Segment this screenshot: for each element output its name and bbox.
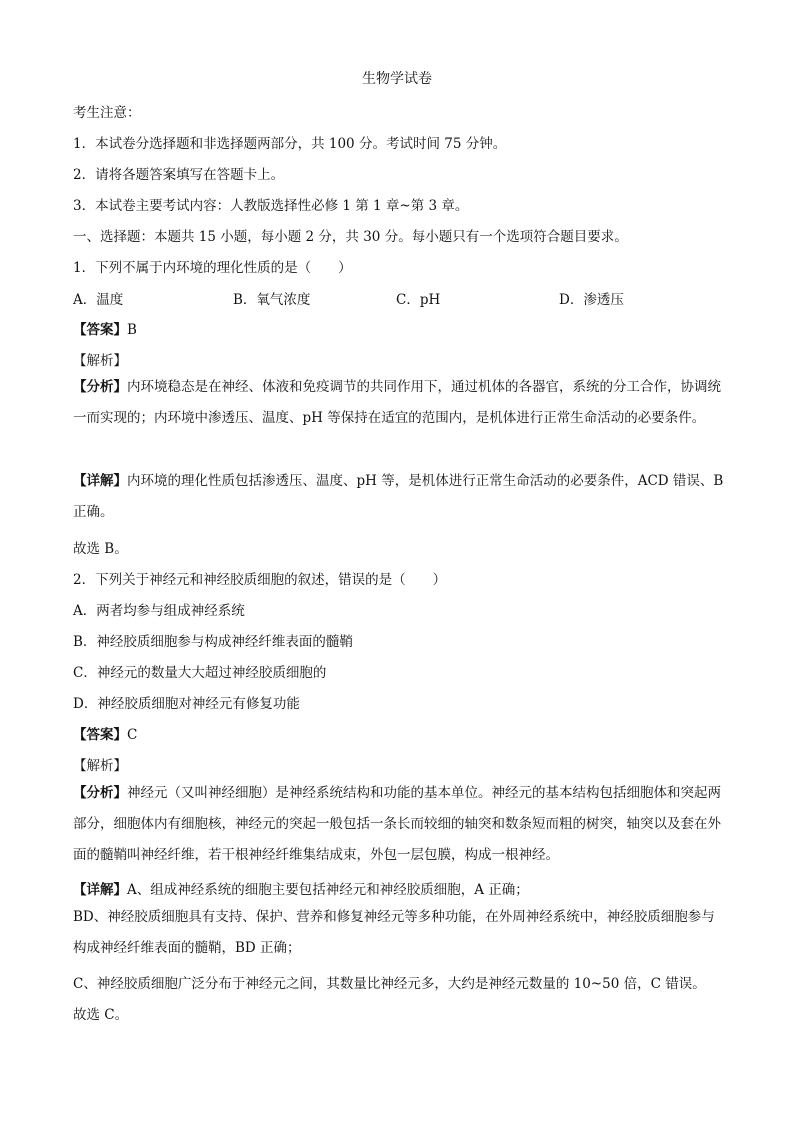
answer-tag: 【答案】 <box>73 727 127 743</box>
answer-tag: 【答案】 <box>73 322 127 338</box>
q2-answer <box>73 723 733 743</box>
q1-option-a: A．温度 <box>73 292 124 308</box>
q2-conclusion: 故选 C。 <box>73 1007 129 1023</box>
q1-conclusion: 故选 B。 <box>73 541 128 557</box>
q1-fenxi <box>73 372 728 434</box>
q1-stem: 1．下列不属于内环境的理化性质的是（ ） <box>73 260 352 276</box>
xiangjie-tag: 【详解】 <box>73 882 127 898</box>
document-title: 生物学试卷 <box>362 71 432 87</box>
q2-xiangjie-a <box>73 878 733 898</box>
notice-item-2: 2．请将各题答案填写在答题卡上。 <box>73 167 285 183</box>
q1-answer-value: B <box>127 322 137 338</box>
notice-heading: 考生注意： <box>73 105 141 121</box>
fenxi-tag: 【分析】 <box>73 785 127 801</box>
q2-analysis-tag: 【解析】 <box>73 758 127 774</box>
q1-answer <box>73 318 733 338</box>
q2-answer-value: C <box>127 727 138 743</box>
q2-xiangjie-bd: BD、神经胶质细胞具有支持、保护、营养和修复神经元等多种功能，在外周神经系统中，神经胶质细胞参与构成神经纤维表面的髓鞘，BD 正确； <box>73 909 715 956</box>
q1-options <box>73 288 733 308</box>
q2-xiangjie-a-text: A、组成神经系统的细胞主要包括神经元和神经胶质细胞，A 正确； <box>127 882 529 898</box>
notice-item-1: 1．本试卷分选择题和非选择题两部分，共 100 分。考试时间 75 分钟。 <box>73 136 507 152</box>
fenxi-tag: 【分析】 <box>73 379 127 395</box>
q2-fenxi-text: 神经元（又叫神经细胞）是神经系统结构和功能的基本单位。神经元的基本结构包括细胞体和突起两部分，细胞体内有细胞核，神经元的突起一般包括一条长而较细的轴突和数条短而粗的树突，轴突以及套在外面的髓鞘叫神经纤维，若干根神经纤维集结成束，外包一层包膜，构成一根神经。 <box>73 785 721 863</box>
q2-fenxi <box>73 778 728 871</box>
q1-option-c: C．pH <box>396 292 441 308</box>
q1-xiangjie <box>73 466 728 528</box>
q2-option-d: D．神经胶质细胞对神经元有修复功能 <box>73 696 300 712</box>
q2-option-c: C．神经元的数量大大超过神经胶质细胞的 <box>73 665 327 681</box>
q2-option-a: A．两者均参与组成神经系统 <box>73 603 245 619</box>
q1-analysis-tag: 【解析】 <box>73 353 127 369</box>
q1-fenxi-text: 内环境稳态是在神经、体液和免疫调节的共同作用下，通过机体的各器官，系统的分工合作，协调统一而实现的；内环境中渗透压、温度、pH 等保持在适宜的范围内，是机体进行正常生命活动的必要条件。 <box>73 379 721 426</box>
q1-option-b: B．氧气浓度 <box>233 292 311 308</box>
notice-item-3: 3．本试卷主要考试内容：人教版选择性必修 1 第 1 章~第 3 章。 <box>73 198 469 214</box>
q2-option-b: B．神经胶质细胞参与构成神经纤维表面的髓鞘 <box>73 634 353 650</box>
q1-xiangjie-text: 内环境的理化性质包括渗透压、温度、pH 等，是机体进行正常生命活动的必要条件，ACD 错误、B 正确。 <box>73 473 724 520</box>
q2-stem: 2．下列关于神经元和神经胶质细胞的叙述，错误的是（ ） <box>73 572 447 588</box>
section-heading: 一、选择题：本题共 15 小题，每小题 2 分，共 30 分。每小题只有一个选项符合题目要求。 <box>73 229 628 245</box>
xiangjie-tag: 【详解】 <box>73 473 127 489</box>
q1-option-d: D．渗透压 <box>559 292 624 308</box>
q2-xiangjie-c: C、神经胶质细胞广泛分布于神经元之间，其数量比神经元多，大约是神经元数量的 10~50 倍，C 错误。 <box>73 976 706 992</box>
